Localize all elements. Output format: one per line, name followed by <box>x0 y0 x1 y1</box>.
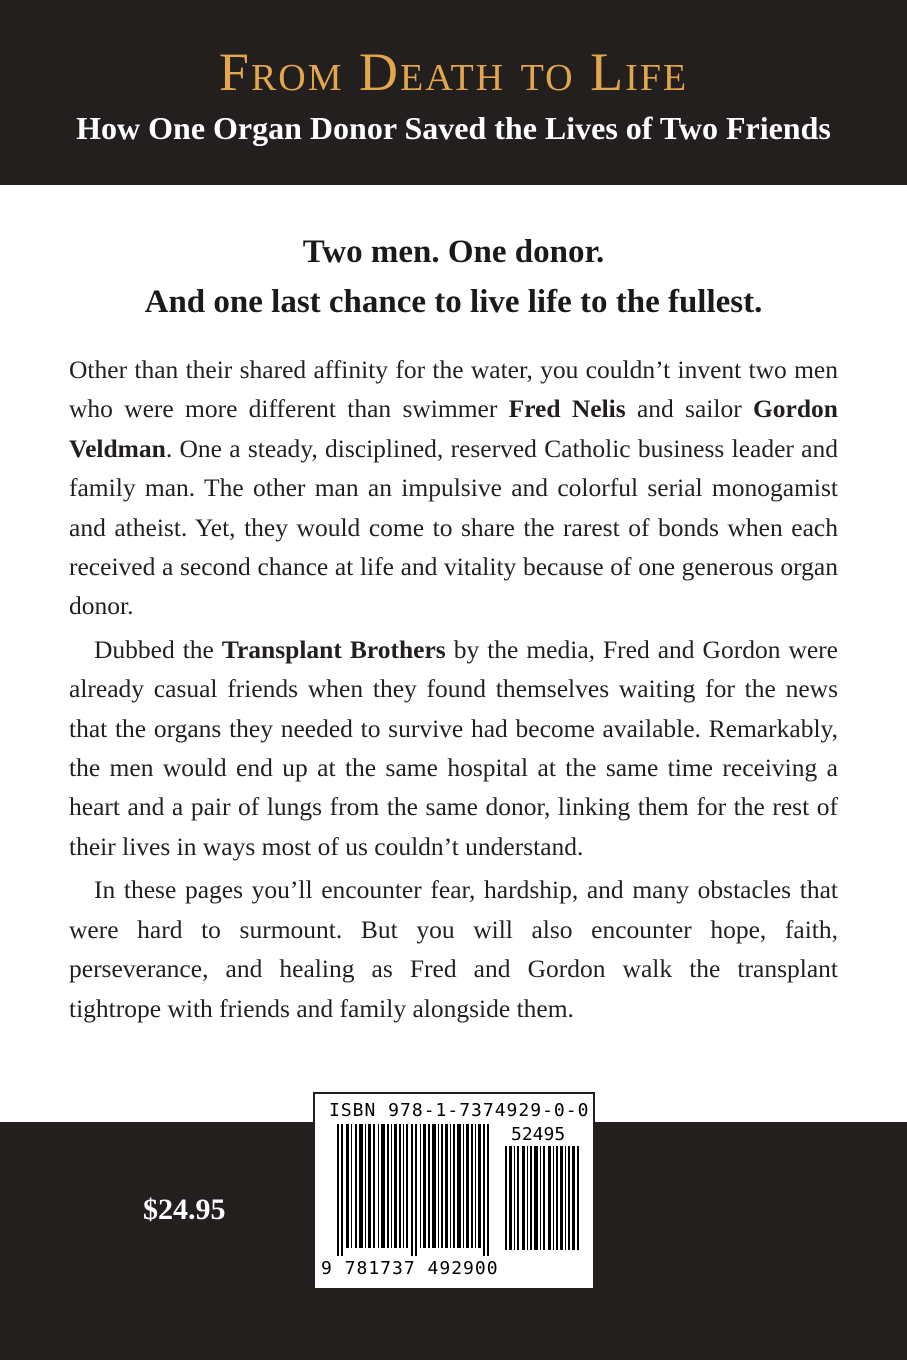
blurb-paragraph-2: Dubbed the Transplant Brothers by the media, Fred and Gordon were already casual friends when they found themselves waiting for the news that the organs they needed to survive had become available. Remarkably, the men would end up at the same hospital at the same time receiving a heart and a pair of lungs from the same donor, linking them for the rest of their lives in ways most of us couldn’t understand. <box>69 634 838 861</box>
price-addon-number: 52495 <box>511 1124 566 1145</box>
blurb-paragraph-3: In these pages you’ll encounter fear, hardship, and many obstacles that were hard to surmount. But you will also encounter hope, faith, perseverance, and healing as Fred and Gordon walk the transplant tightrope with friends and family alongside them. <box>69 875 838 1023</box>
tagline-line-1: Two men. One donor. <box>302 234 605 270</box>
name-gordon-veldman: Gordon Veldman <box>69 394 838 463</box>
ean-number: 9 781737 492900 <box>321 1258 499 1279</box>
name-fred-nelis: Fred Nelis <box>508 394 626 424</box>
book-subtitle: How One Organ Donor Saved the Lives of Two Friends <box>76 110 831 146</box>
tagline-line-2: And one last chance to live life to the fullest. <box>144 284 763 320</box>
isbn-barcode-box <box>313 1092 595 1290</box>
blurb-paragraph-1: Other than their shared affinity for the water, you couldn’t invent two men who were more different than swimmer Fred Nelis and sailor Gordon Veldman. One a steady, disciplined, reserved Catholic business leader and family man. The other man an impulsive and colorful serial monogamist and atheist. Yet, they would come to share the rarest of bonds when each received a second chance at life and vitality because of one generous organ donor. <box>69 355 838 621</box>
blurb <box>69 350 838 1032</box>
isbn-number: ISBN 978-1-7374929-0-0 <box>329 1100 590 1121</box>
book-title: From Death to Life <box>218 42 689 102</box>
name-transplant-brothers: Transplant Brothers <box>221 634 446 664</box>
addon-barcode-icon <box>505 1146 581 1250</box>
price-label: $24.95 <box>143 1193 226 1226</box>
ean-barcode-icon <box>337 1124 497 1256</box>
